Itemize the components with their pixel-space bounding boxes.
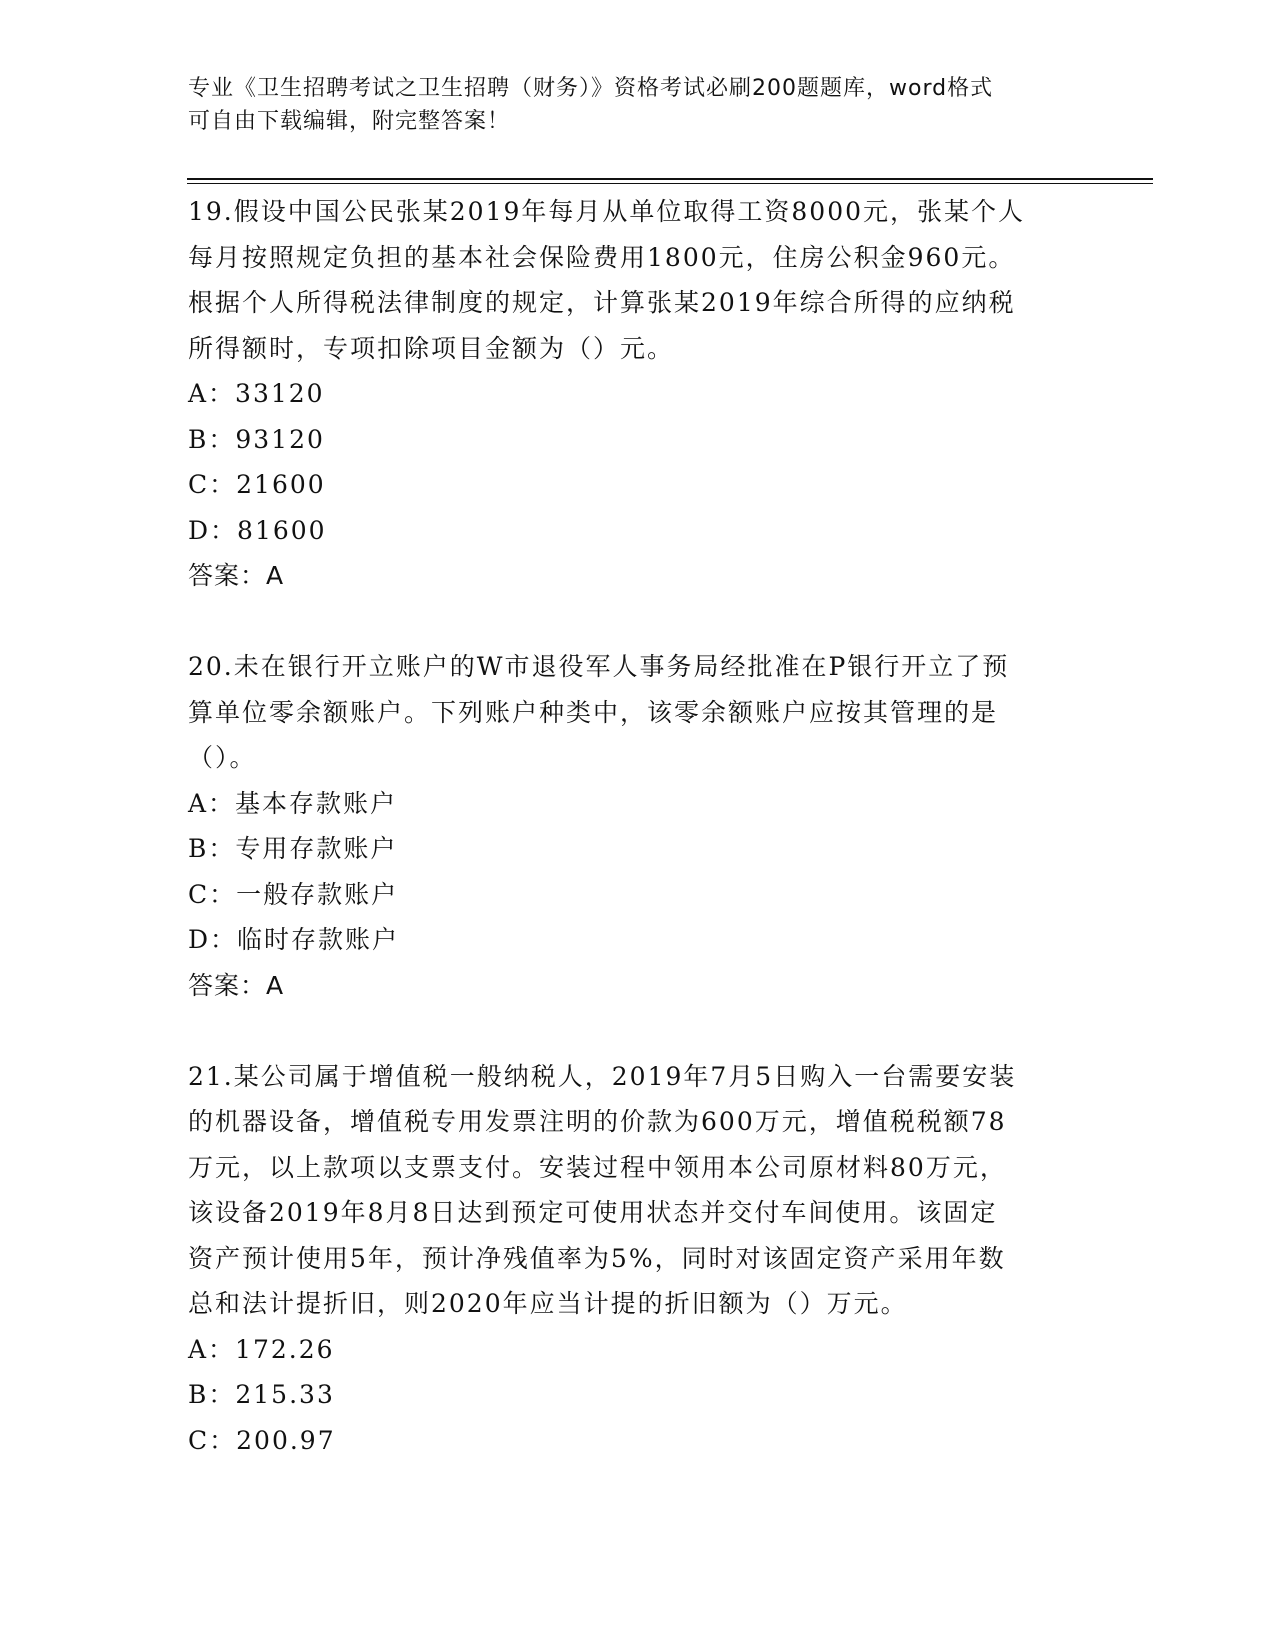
- header-divider-thin: [187, 183, 1153, 184]
- question-stem: [188, 1054, 1088, 1327]
- stem-line: 每月按照规定负担的基本社会保险费用1800元，住房公积金960元。: [188, 242, 1016, 272]
- document-header: [188, 72, 1068, 138]
- stem-line: 根据个人所得税法律制度的规定，计算张某2019年综合所得的应纳税: [188, 288, 1016, 317]
- option-d: D：81600: [188, 515, 327, 545]
- question-21: [188, 1054, 1088, 1464]
- stem-line: 所得额时，专项扣除项目金额为（）元。: [188, 333, 675, 363]
- option-a: A：172.26: [188, 1334, 335, 1364]
- stem-line: 算单位零余额账户。下列账户种类中，该零余额账户应按其管理的是: [188, 697, 999, 727]
- option-c: C：21600: [188, 470, 326, 499]
- stem-line: 21.某公司属于增值税一般纳税人，2019年7月5日购入一台需要安装: [188, 1061, 1017, 1091]
- option-b: B：专用存款账户: [188, 834, 398, 863]
- stem-line: 的机器设备，增值税专用发票注明的价款为600万元，增值税税额78: [188, 1107, 1007, 1136]
- answer-line: 答案：A: [188, 561, 285, 590]
- header-divider: [187, 178, 1153, 180]
- stem-line: 19.假设中国公民张某2019年每月从单位取得工资8000元，张某个人: [188, 197, 1026, 226]
- question-20: [188, 644, 1088, 1008]
- header-line: 专业《卫生招聘考试之卫生招聘（财务）》资格考试必刷200题题库，word格式: [188, 76, 994, 101]
- option-d: D：临时存款账户: [188, 925, 400, 954]
- question-spacer: [188, 1008, 1088, 1054]
- question-19: [188, 189, 1088, 599]
- stem-line: 20.未在银行开立账户的W市退役军人事务局经批准在P银行开立了预: [188, 652, 1010, 681]
- question-stem: [188, 189, 1088, 371]
- question-spacer: [188, 599, 1088, 645]
- stem-line: （）。: [188, 743, 257, 772]
- stem-line: 该设备2019年8月8日达到预定可使用状态并交付车间使用。该固定: [188, 1198, 998, 1227]
- stem-line: 万元，以上款项以支票支付。安装过程中领用本公司原材料80万元，: [188, 1152, 1007, 1182]
- option-a: A：基本存款账户: [188, 788, 398, 818]
- stem-line: 总和法计提折旧，则2020年应当计提的折旧额为（）万元。: [188, 1289, 908, 1318]
- option-a: A：33120: [188, 379, 325, 408]
- question-stem: [188, 644, 1088, 781]
- question-list: [188, 189, 1088, 1463]
- option-c: C：200.97: [188, 1425, 336, 1455]
- option-b: B：215.33: [188, 1380, 335, 1409]
- stem-line: 资产预计使用5年，预计净残值率为5%，同时对该固定资产采用年数: [188, 1243, 1006, 1273]
- option-b: B：93120: [188, 424, 325, 454]
- header-line: 可自由下载编辑，附完整答案！: [188, 109, 511, 134]
- answer-line: 答案：A: [188, 970, 285, 1000]
- option-c: C：一般存款账户: [188, 879, 399, 909]
